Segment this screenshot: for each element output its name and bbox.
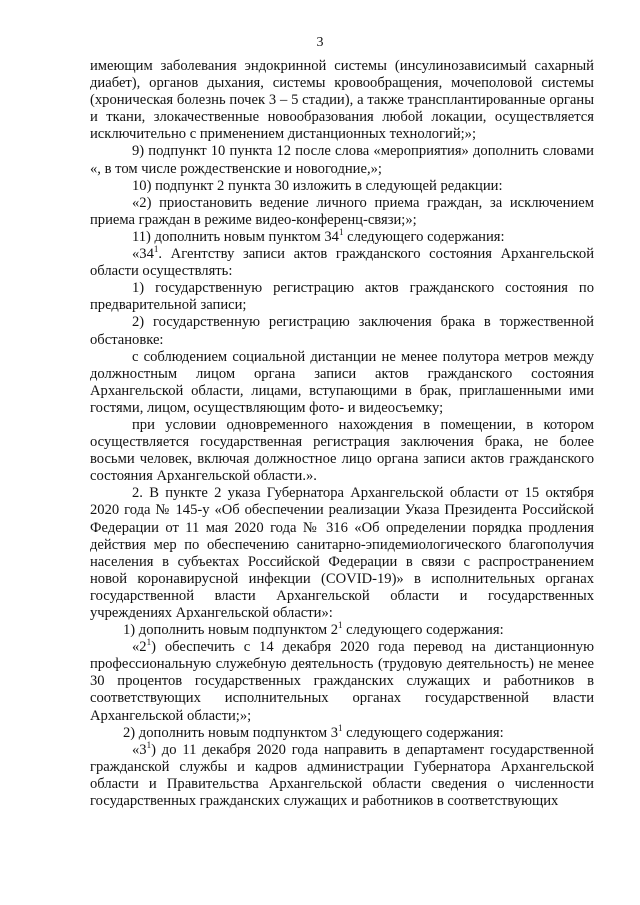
paragraph-section-2-item-2-text: 2) дополнить новым подпунктом 3 <box>123 724 339 741</box>
paragraph-subitem-3-1 <box>90 739 594 810</box>
paragraph-distance-condition: с соблюдением социальной дистанции не менее полутора метров между должностным лицом органа записи актов гражданского состояния Архангельской области, лицами, вступающими в брак, приглашенными ими гостями, лицом, осуществляющим фото- и видеосъемку; <box>90 348 594 416</box>
paragraph-section-2-item-2 <box>90 722 594 742</box>
paragraph-section-2: 2. В пункте 2 указа Губернатора Архангельской области от 15 октября 2020 года № 145-у «Об обеспечении реализации Указа Президента Российской Федерации от 11 мая 2020 года № 316 «Об определении порядка продления действия мер по обеспечению санитарно-эпидемиологического благополучия населения в субъектах Российской Федерации в связи с распространением новой коронавирусной инфекции (COVID-19)» в исполнительных органах государственной власти Архангельской области и государственных учреждениях Архангельской области»: <box>90 485 594 621</box>
superscript: 1 <box>338 722 343 733</box>
paragraph-subitem-2-1-tail: ) обеспечить с 14 декабря 2020 года перевод на дистанционную профессиональную служебную деятельность (трудовую деятельность) не менее 30 процентов государственных гражданских служащих и работников в соответствующих исполнительных органах государственной власти Архангельской области;»; <box>90 639 594 724</box>
paragraph-subitem-3-1-text: «3 <box>132 741 147 758</box>
paragraph-item-10: 10) подпункт 2 пункта 30 изложить в следующей редакции: <box>132 177 503 194</box>
superscript: 1 <box>338 226 344 237</box>
page-number: 3 <box>316 35 324 50</box>
superscript: 1 <box>146 739 152 750</box>
paragraph-item-11 <box>90 226 594 246</box>
paragraph-item-9: 9) подпункт 10 пункта 12 после слова «мероприятия» дополнить словами «, в том числе рождественские и новогодние,»; <box>90 143 594 177</box>
paragraph-quote-subitem-2: «2) приостановить ведение личного приема граждан, за исключением приема граждан в режиме видео-конференц-связи;»; <box>90 194 594 228</box>
paragraph-point-34-1-text: «34 <box>132 246 154 263</box>
paragraph-subitem-2: 2) государственную регистрацию заключения брака в торжественной обстановке: <box>90 314 594 348</box>
paragraph-point-34-1 <box>90 246 594 280</box>
paragraph-subitem-2-1-text: «2 <box>132 639 147 656</box>
paragraph-item-11-tail: следующего содержания: <box>343 228 505 245</box>
paragraph-subitem-3-1-tail: ) до 11 декабря 2020 года направить в департамент государственной гражданской службы и кадров администрации Губернатора Архангельской области и Правительства Архангельской области сведения о численности государственных гражданских служащих и работников в соответствующих <box>90 741 594 810</box>
paragraph-item-11-text: 11) дополнить новым пунктом 34 <box>132 228 339 245</box>
paragraph-continuation: имеющим заболевания эндокринной системы (инсулинозависимый сахарный диабет), органов дыхания, системы кровообращения, мочеполовой системы (хроническая болезнь почек 3 – 5 стадии), а также трансплантированные органы и ткани, злокачественные новообразования любой локации, осуществляется исключительно с применением дистанционных технологий;»; <box>90 58 594 143</box>
superscript: 1 <box>153 244 159 255</box>
superscript: 1 <box>338 620 343 631</box>
paragraph-section-2-item-1-text: 1) дополнить новым подпунктом 2 <box>123 622 339 639</box>
paragraph-subitem-2-1 <box>90 639 594 724</box>
paragraph-section-2-item-2-tail: следующего содержания: <box>342 724 504 741</box>
document-body <box>90 58 594 810</box>
paragraph-section-2-item-1-tail: следующего содержания: <box>342 622 504 639</box>
paragraph-subitem-1: 1) государственную регистрацию актов гражданского состояния по предварительной записи; <box>90 280 594 314</box>
superscript: 1 <box>146 637 152 648</box>
paragraph-point-34-1-tail: . Агентству записи актов гражданского состояния Архангельской области осуществлять: <box>90 246 594 280</box>
paragraph-room-condition: при условии одновременного нахождения в помещении, в котором осуществляется государственная регистрация заключения брака, не более восьми человек, включая должностное лицо органа записи актов гражданского состояния Архангельской области.». <box>90 416 594 485</box>
paragraph-section-2-item-1 <box>90 622 594 639</box>
